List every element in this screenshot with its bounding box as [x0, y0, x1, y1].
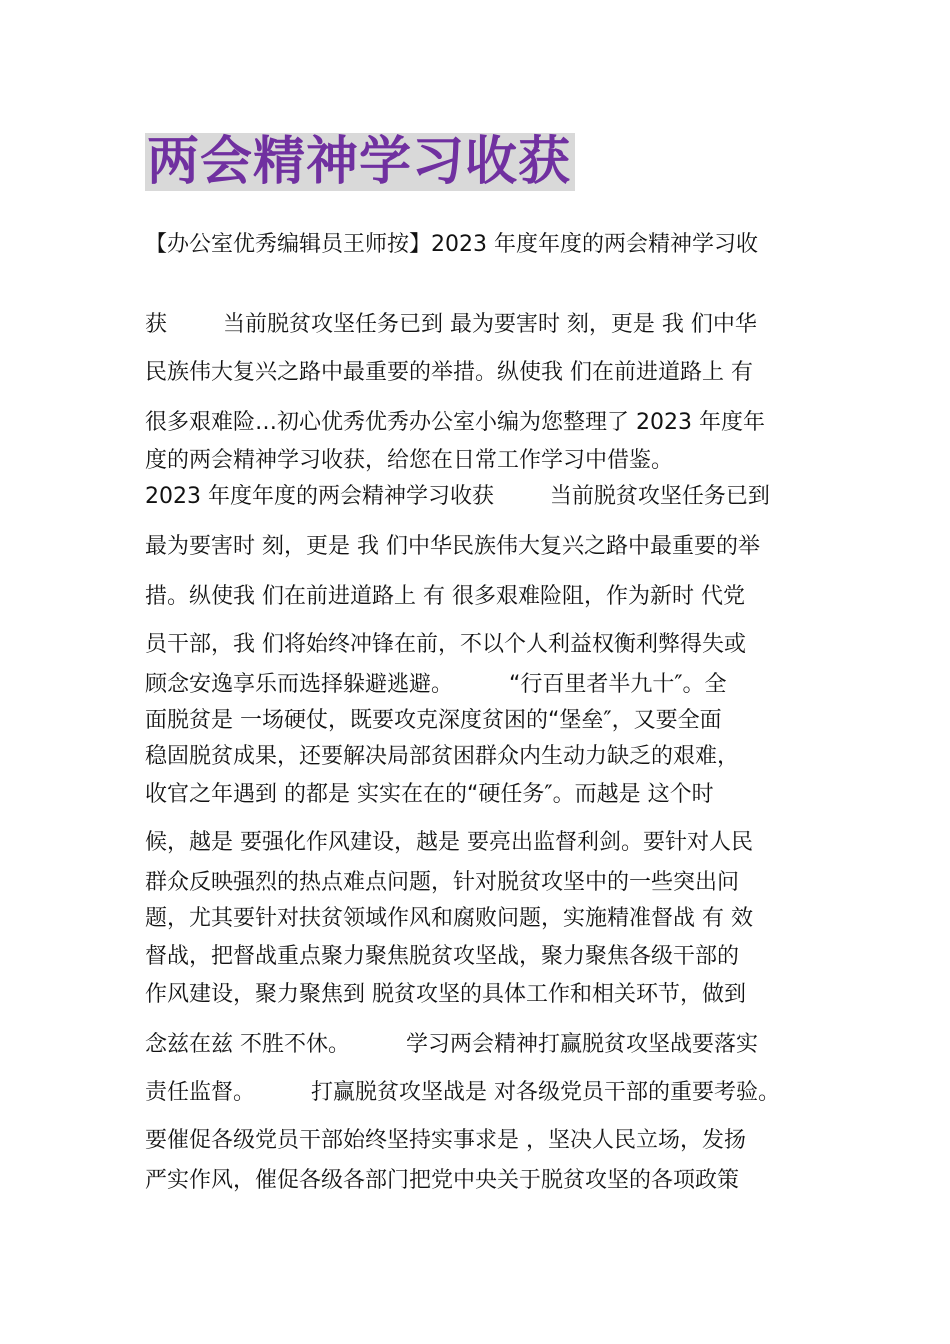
paragraph-line: 员干部，我 们将始终冲锋在前，不以个人利益权衡利弊得失或: [145, 632, 746, 657]
paragraph-line: 措。纵使我 们在前进道路上 有 很多艰难险阻，作为新时 代党: [145, 584, 745, 609]
paragraph-line: 最为要害时 刻，更是 我 们中华民族伟大复兴之路中最重要的举: [145, 534, 760, 559]
paragraph-line: 群众反映强烈的热点难点问题，针对脱贫攻坚中的一些突出问: [145, 870, 740, 895]
page-title: 两会精神学习收获: [145, 133, 575, 191]
paragraph-line: 候，越是 要强化作风建设，越是 要亮出监督利剑。要针对人民: [145, 830, 753, 855]
paragraph-line: 顾念安逸享乐而选择躲避逃避。 “行百里者半九十″。全: [145, 672, 727, 697]
paragraph-line: 责任监督。 打赢脱贫攻坚战是 对各级党员干部的重要考验。: [145, 1080, 780, 1105]
paragraph-line: 2023 年度年度的两会精神学习收获 当前脱贫攻坚任务已到: [145, 484, 770, 509]
paragraph-line: 面脱贫是 一场硬仗，既要攻克深度贫困的“堡垒″，又要全面: [145, 708, 722, 733]
paragraph-line: 稳固脱贫成果，还要解决局部贫困群众内生动力缺乏的艰难，: [145, 744, 740, 769]
paragraph-line: 获 当前脱贫攻坚任务已到 最为要害时 刻，更是 我 们中华: [145, 312, 757, 337]
paragraph-line: 收官之年遇到 的都是 实实在在的“硬任务″。而越是 这个时: [145, 782, 714, 807]
paragraph-line: 要催促各级党员干部始终坚持实事求是 ，坚决人民立场，发扬: [145, 1128, 746, 1153]
paragraph-line: 严实作风，催促各级各部门把党中央关于脱贫攻坚的各项政策: [145, 1168, 740, 1193]
paragraph-line: 题，尤其要针对扶贫领域作风和腐败问题，实施精准督战 有 效: [145, 906, 753, 931]
paragraph-line: 督战，把督战重点聚力聚焦脱贫攻坚战，聚力聚焦各级干部的: [145, 944, 740, 969]
paragraph-line: 民族伟大复兴之路中最重要的举措。纵使我 们在前进道路上 有: [145, 360, 753, 385]
paragraph-line: 【办公室优秀编辑员王师按】2023 年度年度的两会精神学习收: [145, 232, 758, 257]
paragraph-line: 很多艰难险…初心优秀优秀办公室小编为您整理了 2023 年度年: [145, 410, 765, 435]
paragraph-line: 度的两会精神学习收获，给您在日常工作学习中借鉴。: [145, 448, 674, 473]
paragraph-line: 作风建设，聚力聚焦到 脱贫攻坚的具体工作和相关环节，做到: [145, 982, 746, 1007]
paragraph-line: 念兹在兹 不胜不休。 学习两会精神打赢脱贫攻坚战要落实: [145, 1032, 758, 1057]
